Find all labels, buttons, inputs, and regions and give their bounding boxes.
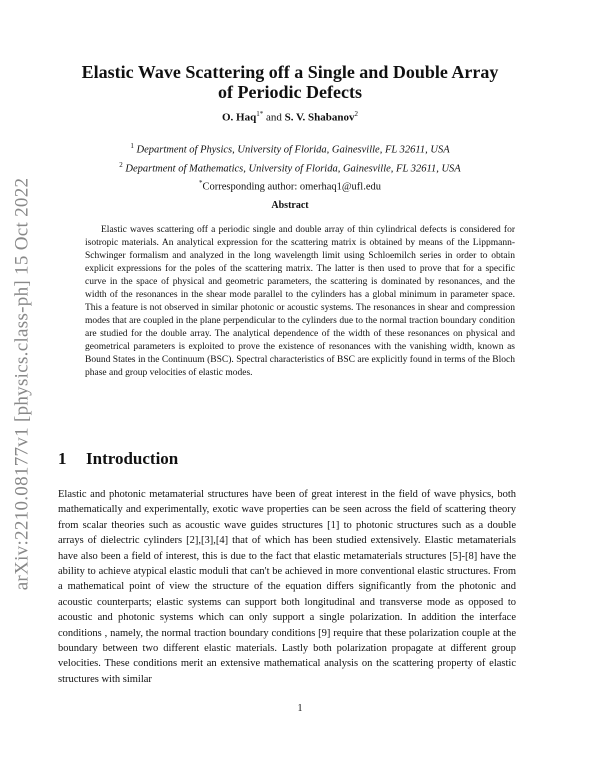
- introduction-text: Elastic and photonic metamaterial structures have been of great interest in the field of wave physics, both mathematically and experimentally, exotic wave properties can be seen across the field of scattering theory from scalar theories such as acoustic wave guides structures [1] to photonic structures such as a double arrays of dielectric cylinders [2],[3],[4] that of which has been studied extensively. Elastic metamaterials have also been a field of interest, this is due to the fact that elastic metamaterials structures [5]-[8] have the ability to achieve atypical elastic moduli that can't be achieved in more conventional elastic structures. From a mathematical point of view the structure of the equation differs significantly from the photonic and acoustic counterparts; elastic systems can support both longitudinal and transverse mode as opposed to acoustic and photonic systems which can only support a single polarization. In addition the interface conditions , namely, the normal traction boundary conditions [9] require that these polarization couple at the boundary between two different elastic materials. Lastly both polarization propagate at different group velocities. These conditions merit an extensive mathematical analysis on the scattering property of elastic structures with similar: [58, 489, 516, 685]
- corresponding-sup: *: [198, 179, 203, 187]
- author-1-sup: 1*: [256, 110, 264, 118]
- author-1: O. Haq: [221, 111, 257, 124]
- author-separator: and: [263, 111, 285, 124]
- corresponding-text: Corresponding author: omerhaq1@ufl.edu: [202, 181, 381, 193]
- affiliation-2-text: Department of Mathematics, University of Florida, Gainesville, FL 32611, USA: [122, 163, 461, 174]
- abstract-text: Elastic waves scattering off a periodic single and double array of thin cylindrical defects is considered for isotropic materials. An analytical expression for the scattering matrix is obtained by means of the Lippmann-Schwinger formalism and analyzed in the long wavelength limit using Schloemilch series in order to obtain explicit expressions for the poles of the scattering matrix. The latter is then used to prove that for a specific curve in the space of physical and geometric parameters, the scattering is dominated by resonances, and the width of the resonances in the shear mode parallel to the cylinders has a global minimum in parameter space. This a feature is not observed in similar photonic or acoustic systems. The resonances in shear and compression modes that are coupled in the plane perpendicular to the cylinders due to the normal traction boundary condition are studied for the double array. The analytical dependence of the width of these resonances on physical and geometrical parameters is exploited to prove the existence of resonances with the vanishing width, known as Bound States in the Continuum (BSC). Spectral characteristics of BSC are explicitly found in terms of the Bloch phase and group velocities of elastic modes.: [85, 225, 515, 378]
- affiliation-1: [40, 139, 540, 158]
- affiliation-2-sup: 2: [119, 160, 123, 169]
- affiliations: [40, 139, 540, 195]
- section-heading: [58, 449, 178, 469]
- author-2: S. V. Shabanov: [284, 111, 355, 124]
- section-number: 1: [58, 449, 67, 468]
- page-number: 1: [297, 703, 303, 714]
- abstract-heading: Abstract: [271, 200, 309, 211]
- affiliation-1-text: Department of Physics, University of Florida, Gainesville, FL 32611, USA: [133, 144, 450, 156]
- corresponding-author: [40, 176, 540, 195]
- paper-title: [40, 62, 540, 102]
- authors: [40, 110, 540, 124]
- arxiv-stamp: [4, 164, 40, 604]
- arxiv-stamp-text: arXiv:2210.08177v1 [physics.class-ph] 15 Oct 2022: [11, 177, 32, 591]
- section-title: Introduction: [86, 449, 179, 468]
- affiliation-1-sup: 1: [130, 142, 134, 150]
- title-line-1: Elastic Wave Scattering off a Single and Double Array: [81, 62, 499, 82]
- author-2-sup: 2: [354, 110, 359, 118]
- title-line-2: of Periodic Defects: [218, 82, 362, 102]
- affiliation-2: [40, 158, 540, 177]
